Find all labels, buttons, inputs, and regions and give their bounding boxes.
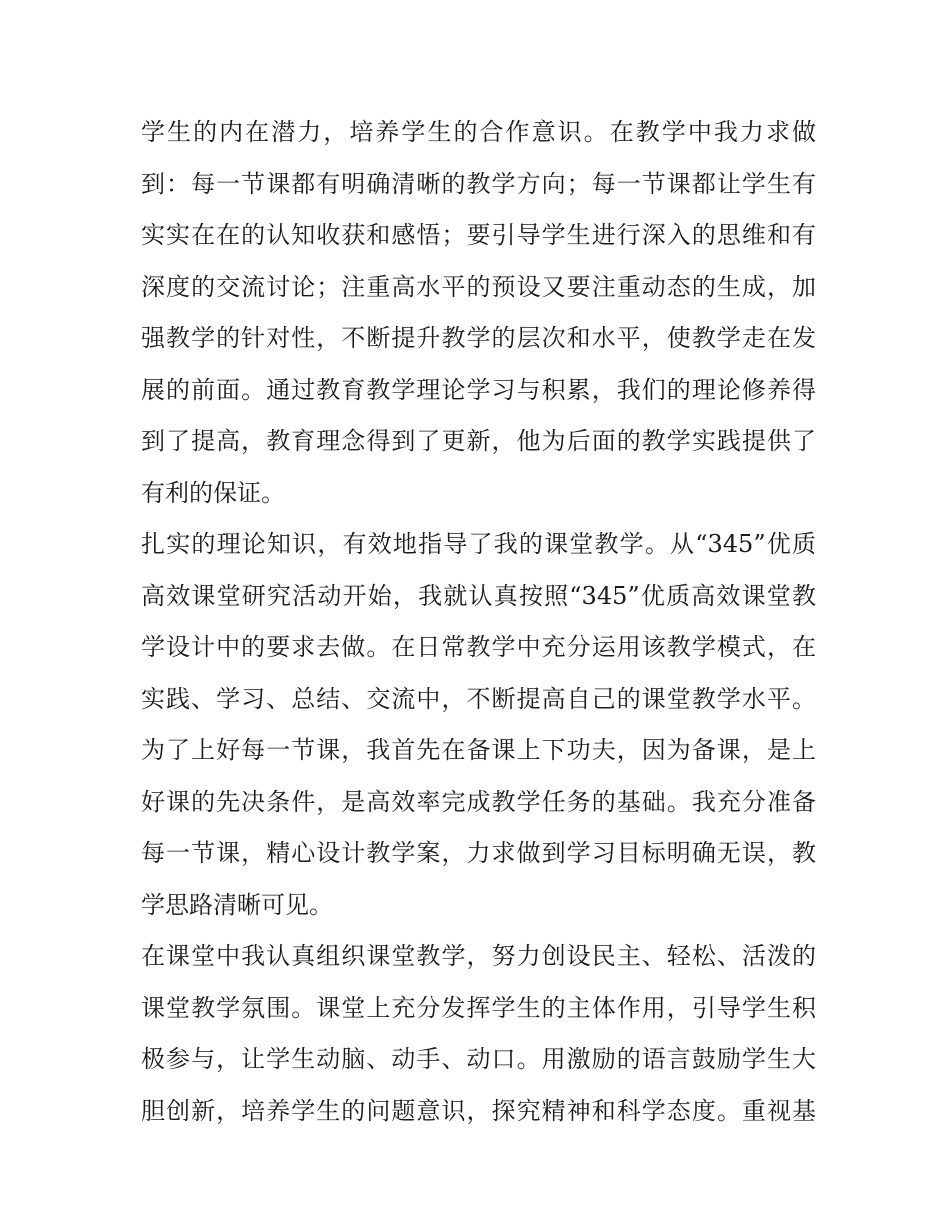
text-line: 到：每一节课都有明确清晰的教学方向；每一节课都让学生有 xyxy=(141,169,816,198)
text-line: 强教学的针对性，不断提升教学的层次和水平，使教学走在发 xyxy=(141,324,816,352)
document-body xyxy=(141,107,816,1137)
text-line: 学思路清晰可见。 xyxy=(141,890,333,919)
text-line: 课堂教学氛围。课堂上充分发挥学生的主体作用，引导学生积 xyxy=(141,993,816,1022)
text-line: 好课的先决条件，是高效率完成教学任务的基础。我充分准备 xyxy=(141,787,816,816)
text-line: 实践、学习、总结、交流中，不断提高自己的课堂教学水平。 xyxy=(141,684,816,713)
text-line: 为了上好每一节课，我首先在备课上下功夫，因为备课，是上 xyxy=(141,736,816,764)
text-line: 学设计中的要求去做。在日常教学中充分运用该教学模式，在 xyxy=(141,633,816,661)
text-line: 展的前面。通过教育教学理论学习与积累，我们的理论修养得 xyxy=(141,375,816,404)
text-line: 有利的保证。 xyxy=(141,478,285,507)
text-line: 扎实的理论知识，有效地指导了我的课堂教学。从“345”优质 xyxy=(141,530,816,558)
paragraph-1 xyxy=(141,107,816,519)
text-line: 极参与，让学生动脑、动手、动口。用激励的语言鼓励学生大 xyxy=(141,1045,816,1073)
text-line: 深度的交流讨论；注重高水平的预设又要注重动态的生成，加 xyxy=(141,272,816,301)
text-line: 实实在在的认知收获和感悟；要引导学生进行深入的思维和有 xyxy=(141,221,816,249)
text-line: 到了提高，教育理念得到了更新，他为后面的教学实践提供了 xyxy=(141,427,816,455)
paragraph-2 xyxy=(141,519,816,931)
text-line: 学生的内在潜力，培养学生的合作意识。在教学中我力求做 xyxy=(141,118,816,146)
text-line: 在课堂中我认真组织课堂教学，努力创设民主、轻松、活泼的 xyxy=(141,942,816,970)
text-line: 高效课堂研究活动开始，我就认真按照“345”优质高效课堂教 xyxy=(141,581,816,610)
text-line: 每一节课，精心设计教学案，力求做到学习目标明确无误，教 xyxy=(141,839,816,867)
paragraph-3 xyxy=(141,931,816,1137)
text-line: 胆创新，培养学生的问题意识，探究精神和科学态度。重视基 xyxy=(141,1096,816,1125)
